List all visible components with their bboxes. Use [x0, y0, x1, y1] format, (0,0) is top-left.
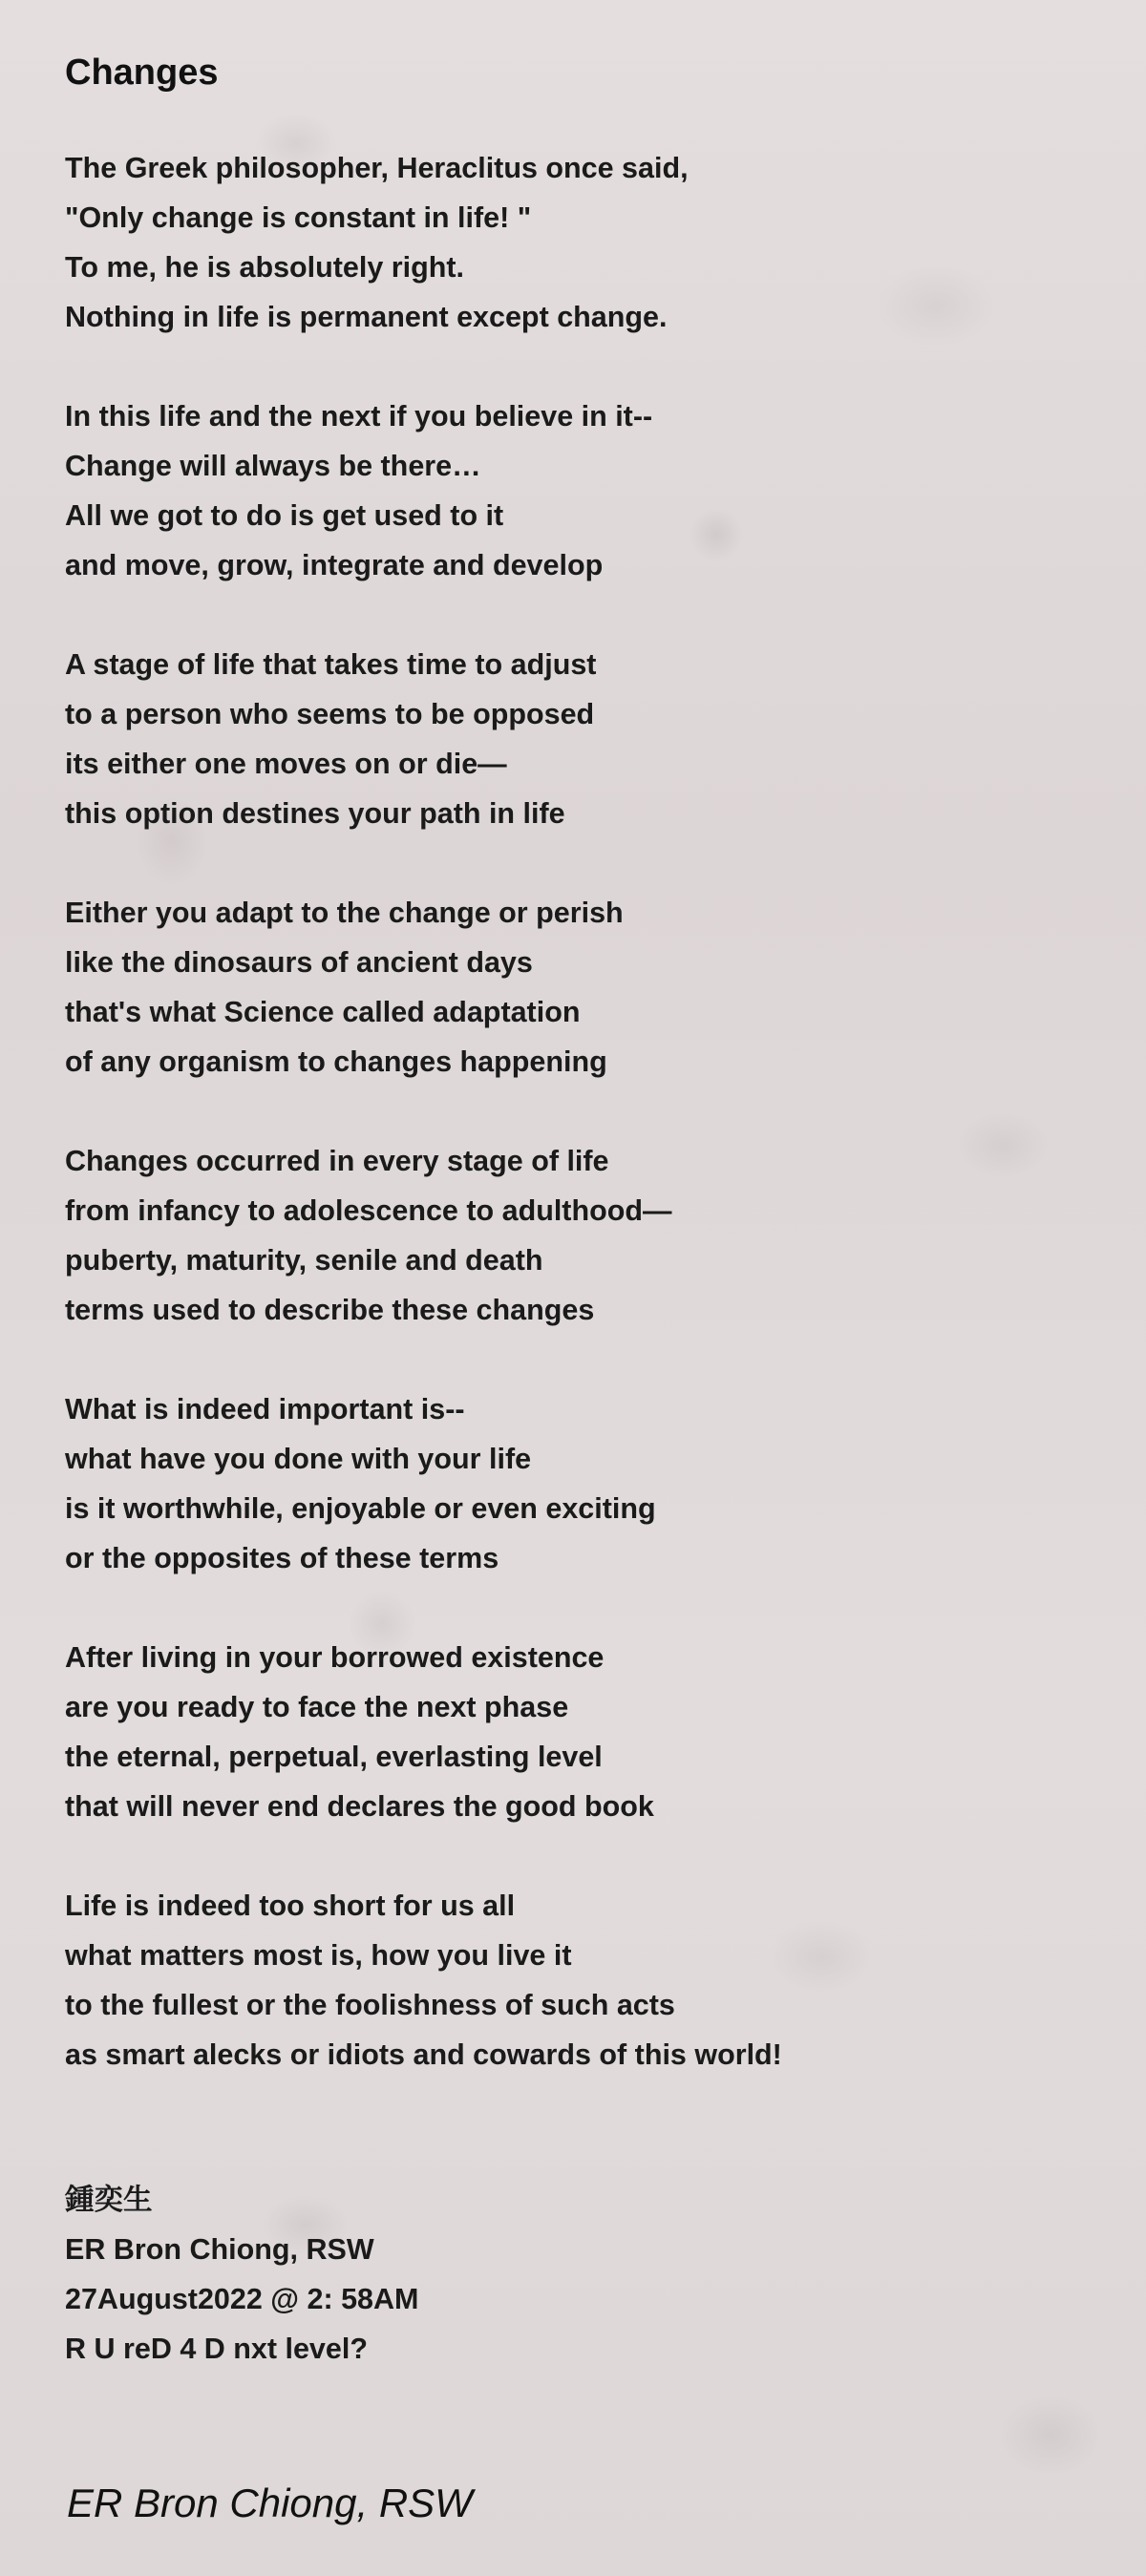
poem-line: Nothing in life is permanent except change.: [65, 301, 668, 333]
poem-line: of any organism to changes happening: [65, 1045, 607, 1078]
poem-line: like the dinosaurs of ancient days: [65, 946, 533, 979]
poem-line: Either you adapt to the change or perish: [65, 897, 624, 929]
stanza-6: [65, 1384, 1077, 1583]
poem-line: Change will always be there…: [65, 450, 481, 482]
stanza-2: [65, 391, 1077, 590]
poem-line: puberty, maturity, senile and death: [65, 1244, 543, 1277]
poem-line: are you ready to face the next phase: [65, 1691, 569, 1723]
poem-line: All we got to do is get used to it: [65, 499, 504, 532]
poem-line: In this life and the next if you believe in it--: [65, 400, 653, 433]
poem-body: [65, 143, 1077, 2129]
poem-line: to a person who seems to be opposed: [65, 698, 595, 730]
poem-line: the eternal, perpetual, everlasting level: [65, 1741, 603, 1773]
poem-line: that will never end declares the good book: [65, 1790, 654, 1823]
poem-line: is it worthwhile, enjoyable or even exciting: [65, 1492, 656, 1525]
signature-tagline: R U reD 4 D nxt level?: [65, 2333, 368, 2365]
stanza-4: [65, 888, 1077, 1087]
signature-block: [65, 2175, 418, 2374]
stanza-8: [65, 1881, 1077, 2080]
author-name: ER Bron Chiong, RSW: [67, 2481, 473, 2525]
poem-line: that's what Science called adaptation: [65, 996, 581, 1028]
stanza-5: [65, 1136, 1077, 1335]
poem-line: Changes occurred in every stage of life: [65, 1145, 609, 1177]
chinese-name: 鍾奕生: [65, 2184, 153, 2216]
poem-line: The Greek philosopher, Heraclitus once said,: [65, 152, 689, 184]
stanza-7: [65, 1633, 1077, 1831]
poem-line: or the opposites of these terms: [65, 1542, 499, 1574]
stanza-3: [65, 640, 1077, 838]
poem-line: what matters most is, how you live it: [65, 1939, 572, 1972]
poem-line: What is indeed important is--: [65, 1393, 465, 1425]
poem-line: to the fullest or the foolishness of such acts: [65, 1989, 675, 2021]
poem-title: Changes: [65, 53, 219, 93]
poem-line: terms used to describe these changes: [65, 1294, 595, 1326]
signature-name: ER Bron Chiong, RSW: [65, 2233, 374, 2266]
poem-line: A stage of life that takes time to adjust: [65, 648, 597, 681]
poem-line: what have you done with your life: [65, 1443, 532, 1475]
poem-line: this option destines your path in life: [65, 797, 565, 830]
signature-date: 27August2022 @ 2: 58AM: [65, 2283, 419, 2315]
poem-line: After living in your borrowed existence: [65, 1641, 605, 1674]
stanza-1: [65, 143, 1077, 342]
poem-line: Life is indeed too short for us all: [65, 1890, 516, 1922]
poem-line: and move, grow, integrate and develop: [65, 549, 604, 581]
poem-line: To me, he is absolutely right.: [65, 251, 465, 284]
poem-line: from infancy to adolescence to adulthood—: [65, 1194, 672, 1227]
poem-line: its either one moves on or die—: [65, 748, 507, 780]
poem-line: "Only change is constant in life! ": [65, 201, 532, 234]
poem-line: as smart alecks or idiots and cowards of this world!: [65, 2038, 782, 2071]
